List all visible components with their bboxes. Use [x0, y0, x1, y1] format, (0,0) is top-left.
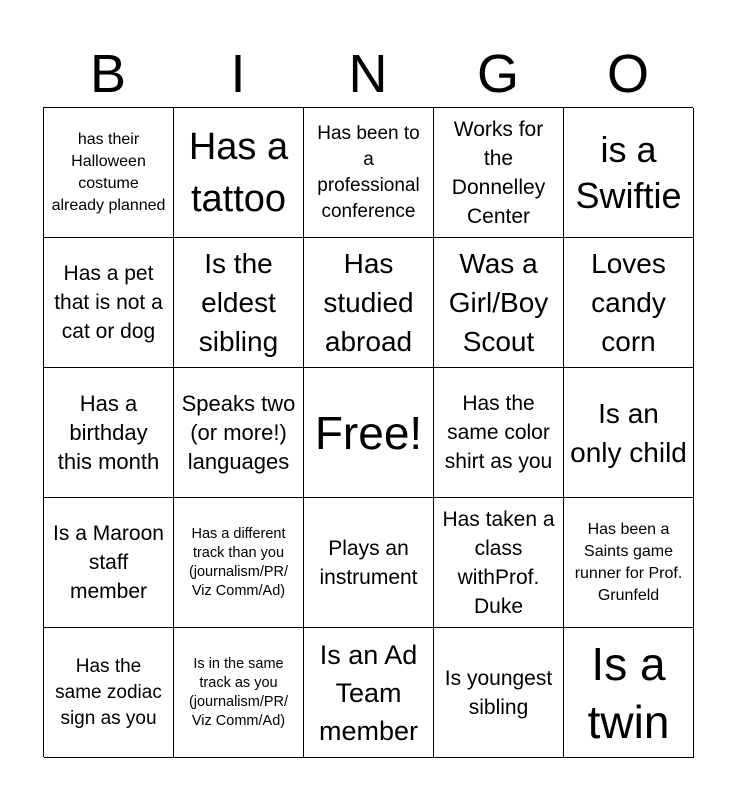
cell-text: Works for the Donnelley Center	[451, 117, 546, 228]
cell-text: is a Swiftie	[575, 128, 682, 216]
bingo-cell-n4[interactable]	[304, 498, 434, 628]
cell-text: Is a Maroon staff member	[53, 522, 164, 603]
cell-text: Free!	[314, 406, 423, 459]
cell-text: Is an only child	[570, 397, 687, 468]
bingo-cell-i5[interactable]	[174, 628, 304, 758]
bingo-cell-b1[interactable]	[44, 108, 174, 238]
cell-text: Has a pet that is not a cat or dog	[54, 262, 163, 343]
bingo-header	[43, 40, 693, 108]
bingo-cell-n1[interactable]	[304, 108, 434, 238]
bingo-cell-g4[interactable]	[434, 498, 564, 628]
cell-text: Is an Ad Team member	[318, 639, 419, 746]
bingo-cell-n5[interactable]	[304, 628, 434, 758]
bingo-cell-n2[interactable]	[304, 238, 434, 368]
bingo-cell-b4[interactable]	[44, 498, 174, 628]
cell-text: Loves candy corn	[591, 248, 666, 357]
bingo-cell-o4[interactable]	[564, 498, 694, 628]
cell-text: Has been a Saints game runner for Prof. Grunfeld	[574, 520, 683, 604]
cell-text: Is youngest sibling	[444, 666, 553, 719]
bingo-cell-g2[interactable]	[434, 238, 564, 368]
cell-text: Is a twin	[587, 637, 670, 748]
bingo-cell-b2[interactable]	[44, 238, 174, 368]
header-letter-b: B	[89, 44, 127, 104]
header-letter-g: G	[476, 44, 519, 104]
cell-text: Plays an instrument	[319, 536, 418, 589]
cell-text: has their Halloween costume already planned	[51, 130, 166, 214]
cell-text: Has taken a class withProf. Duke	[442, 507, 555, 618]
cell-text: Has a tattoo	[188, 125, 289, 220]
bingo-board	[43, 107, 693, 757]
cell-text: Has the same zodiac sign as you	[55, 655, 162, 729]
cell-text: Has the same color shirt as you	[444, 392, 553, 473]
bingo-cell-b5[interactable]	[44, 628, 174, 758]
bingo-cell-i1[interactable]	[174, 108, 304, 238]
bingo-cell-o3[interactable]	[564, 368, 694, 498]
bingo-cell-o1[interactable]	[564, 108, 694, 238]
cell-text: Has a birthday this month	[57, 391, 160, 474]
cell-text: Is in the same track as you (journalism/PR/ Viz Comm/Ad)	[188, 655, 289, 729]
header-letter-i: I	[230, 44, 246, 104]
bingo-cell-i2[interactable]	[174, 238, 304, 368]
header-letter-n: N	[348, 44, 388, 104]
header-letter-o: O	[606, 44, 649, 104]
bingo-cell-g3[interactable]	[434, 368, 564, 498]
bingo-cell-o5[interactable]	[564, 628, 694, 758]
cell-text: Has studied abroad	[323, 248, 414, 357]
bingo-cell-i3[interactable]	[174, 368, 304, 498]
bingo-cell-g1[interactable]	[434, 108, 564, 238]
bingo-cell-i4[interactable]	[174, 498, 304, 628]
cell-text: Has a different track than you (journalism/PR/ Viz Comm/Ad)	[188, 525, 289, 599]
cell-text: Has been to a professional conference	[317, 122, 420, 222]
bingo-cell-o2[interactable]	[564, 238, 694, 368]
cell-text: Was a Girl/Boy Scout	[448, 248, 549, 357]
bingo-cell-free[interactable]	[304, 368, 434, 498]
bingo-cell-b3[interactable]	[44, 368, 174, 498]
cell-text: Is the eldest sibling	[198, 248, 279, 357]
cell-text: Speaks two (or more!) languages	[181, 391, 296, 474]
bingo-cell-g5[interactable]	[434, 628, 564, 758]
